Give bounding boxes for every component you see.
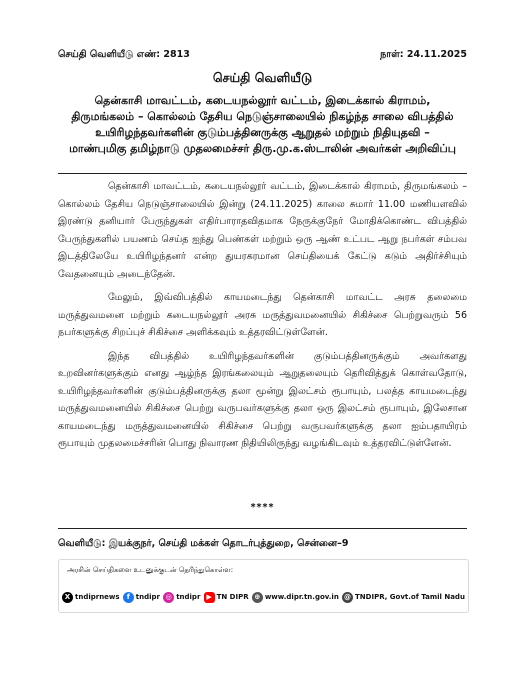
top-divider: [58, 173, 467, 174]
social-handle: TN DIPR: [216, 593, 249, 601]
social-handle: tndiprnews: [75, 593, 120, 601]
release-date: நாள்: 24.11.2025: [380, 49, 467, 60]
instagram-icon: ◎: [163, 592, 174, 603]
social-link-facebook[interactable]: [123, 592, 160, 603]
social-link-threads[interactable]: [342, 592, 465, 603]
social-media-box: [58, 559, 469, 613]
release-body: [58, 178, 467, 459]
social-link-instagram[interactable]: [163, 592, 200, 603]
social-link-website[interactable]: [252, 592, 339, 603]
social-link-x[interactable]: [62, 592, 120, 603]
body-paragraph: மேலும், இவ்விபத்தில் காயமடைந்து தென்காசி மாவட்ட அரசு தலைமை மருத்துவமனை மற்றும் கடையநல்லூர் அரசு மருத்துவமனையில் சிகிச்சை பெற்றுவரும் 56 நபர்களுக்கு சிறப்புச் சிகிச்சை அளிக்கவும் உத்தரவிட்டுள்ளேன்.: [58, 292, 467, 338]
x-icon: X: [62, 592, 73, 603]
social-handle: TNDIPR, Govt.of Tamil Nadu: [355, 593, 465, 601]
bottom-divider: [58, 528, 467, 529]
social-handle: tndipr: [135, 593, 160, 601]
release-number: செய்தி வெளியீடு எண்: 2813: [58, 49, 190, 60]
title-line: மாண்புமிகு தமிழ்நாடு முதலமைச்சர் திரு.மு.க.ஸ்டாலின் அவர்கள் அறிவிப்பு: [69, 142, 456, 155]
facebook-icon: f: [123, 592, 134, 603]
body-paragraph: இந்த விபத்தில் உயிரிழந்தவர்களின் குடும்பத்தினருக்கும் அவர்களது உறவினர்களுக்கும் எனது ஆழ்ந்த இரங்கலையும் ஆறுதலையும் தெரிவித்துக் கொள்வதோடு, உயிரிழந்தவர்களின் குடும்பத்தினருக்கு தலா மூன்று இலட்சம் ரூபாயும், பலத்த காயமடைந்து மருத்துவமனையில் சிகிச்சை பெற்று வருபவர்களுக்கு தலா ஒரு இலட்சம் ரூபாயும், இலேசான காயமடைந்து மருத்துவமனையில் சிகிச்சை பெற்று வருபவர்களுக்கு தலா ஐம்பதாயிரம் ரூபாயும் முதலமைச்சரின் பொது நிவாரண நிதியிலிருந்து வழங்கிடவும் உத்தரவிட்டுள்ளேன்.: [58, 350, 467, 449]
issuer-line: வெளியீடு: இயக்குநர், செய்தி மக்கள் தொடர்புத்துறை, சென்னை–9: [58, 538, 349, 549]
title-line: உயிரிழந்தவர்களின் குடும்பத்தினருக்கு ஆறுதல் மற்றும் நிதியுதவி –: [95, 126, 430, 139]
header-row: [58, 49, 467, 65]
social-links: [62, 589, 465, 605]
body-paragraph: தென்காசி மாவட்டம், கடையநல்லூர் வட்டம், இடைக்கால் கிராமம், திருமங்கலம் – கொல்லம் தேசிய நெடுஞ்சாலையில் இன்று (24.11.2025) காலை சுமார் 11.00 மணியளவில் இரண்டு தனியார் பேருந்துகள் எதிர்பாராதவிதமாக நேருக்குநேர் மோதிக்கொண்ட விபத்தில் பேருந்துகளில் பயணம் செய்த ஐந்து பெண்கள் மற்றும் ஒரு ஆண் உட்பட ஆறு நபர்கள் சம்பவ இடத்திலேயே உயிரிழந்தனர் என்ற துயரகரமான செய்தியைக் கேட்டு கடும் அதிர்ச்சியும் வேதனையும் அடைந்தேன்.: [58, 181, 467, 280]
title-line: திருமங்கலம் – கொல்லம் தேசிய நெடுஞ்சாலையில் நிகழ்ந்த சாலை விபத்தில்: [71, 110, 454, 123]
social-link-youtube[interactable]: [204, 592, 249, 603]
press-release-heading: செய்தி வெளியீடு: [212, 70, 313, 85]
social-caption: அரசின் செய்திகளை உடனுக்குடன் தெரிந்துகொள்ள:: [67, 566, 234, 574]
social-handle: tndipr: [176, 593, 201, 601]
threads-icon: @: [344, 592, 352, 601]
globe-icon: ⊕: [252, 592, 263, 603]
youtube-icon: ▶: [204, 592, 215, 603]
end-separator: ****: [250, 502, 275, 513]
title-line: தென்காசி மாவட்டம், கடையநல்லூர் வட்டம், இடைக்கால் கிராமம்,: [94, 94, 431, 107]
social-handle: www.dipr.tn.gov.in: [264, 593, 339, 601]
release-title: [40, 93, 485, 157]
